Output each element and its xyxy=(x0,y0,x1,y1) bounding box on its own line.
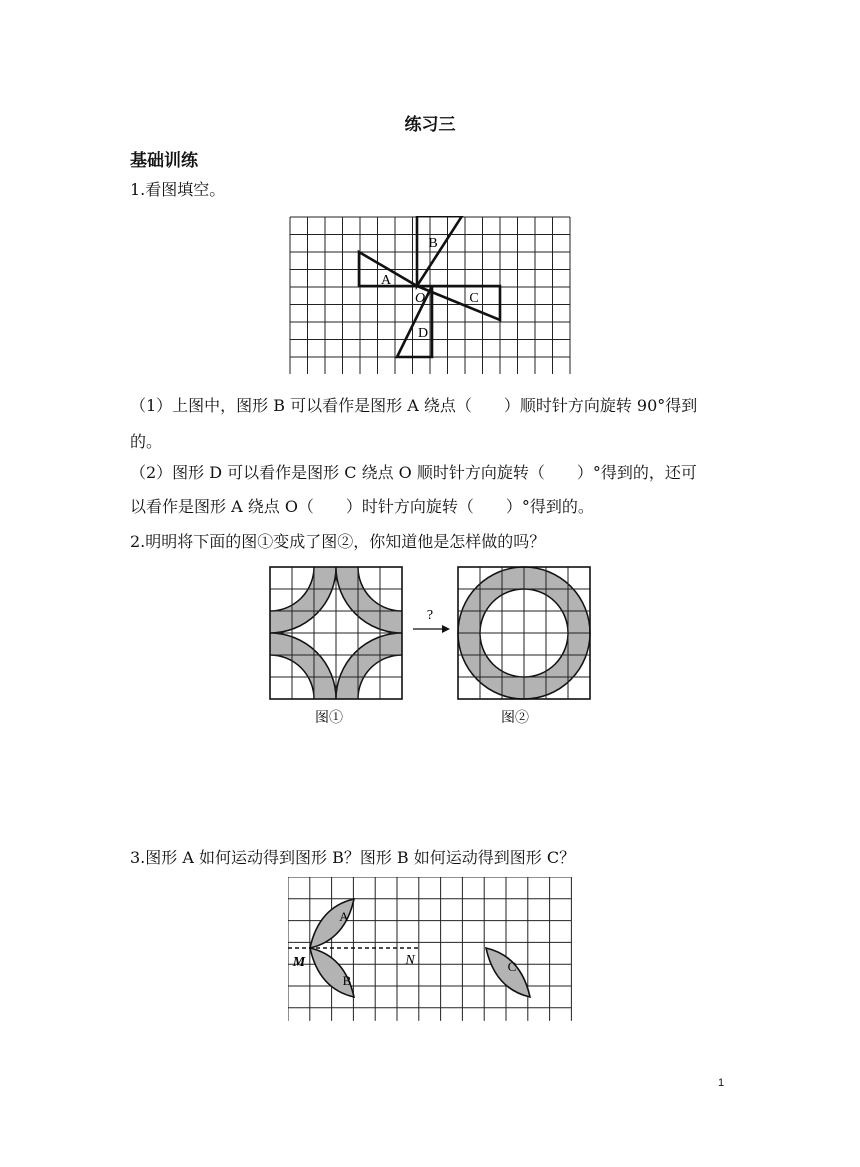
arrow-label: ? xyxy=(426,608,434,623)
caption-figure-1: 图① xyxy=(315,711,343,726)
label-c: C xyxy=(469,291,479,306)
page-title: 练习三 xyxy=(404,115,456,135)
question-2-text: 2.明明将下面的图①变成了图②，你知道他是怎样做的吗？ xyxy=(130,532,546,551)
q2-transform-figure xyxy=(266,563,596,729)
label-a: A xyxy=(339,909,349,924)
question-1-text: 1.看图填空。 xyxy=(130,180,226,199)
label-b: B xyxy=(428,236,438,251)
label-d: D xyxy=(417,326,429,341)
caption-figure-2: 图② xyxy=(501,711,529,726)
label-a: A xyxy=(380,273,392,288)
question-1-sub2-line2: 以看作是图形 A 绕点 O（ ）时针方向旋转（ ）°得到的。 xyxy=(130,497,594,516)
label-o: O xyxy=(414,291,426,306)
q3-motion-figure xyxy=(288,877,572,1024)
section-heading: 基础训练 xyxy=(130,151,198,171)
question-1-sub2-line1: （2）图形 D 可以看作是图形 C 绕点 O 顺时针方向旋转（ ）°得到的，还可 xyxy=(130,463,697,482)
shape-b xyxy=(417,216,462,286)
question-3-text: 3.图形 A 如何运动得到图形 B？图形 B 如何运动得到图形 C？ xyxy=(130,848,576,867)
label-c: C xyxy=(507,959,517,974)
arrow-head-icon xyxy=(442,625,450,633)
question-1-sub1-line1: （1）上图中，图形 B 可以看作是图形 A 绕点（ ）顺时针方向旋转 90°得到 xyxy=(130,396,698,415)
q1-rotation-figure xyxy=(289,216,571,374)
page-number: 1 xyxy=(718,1077,725,1089)
q3-grid xyxy=(288,877,571,1021)
question-1-sub1-line2: 的。 xyxy=(130,432,163,451)
label-n: N xyxy=(405,953,415,968)
label-b: B xyxy=(342,973,352,988)
label-m: M xyxy=(292,955,306,970)
